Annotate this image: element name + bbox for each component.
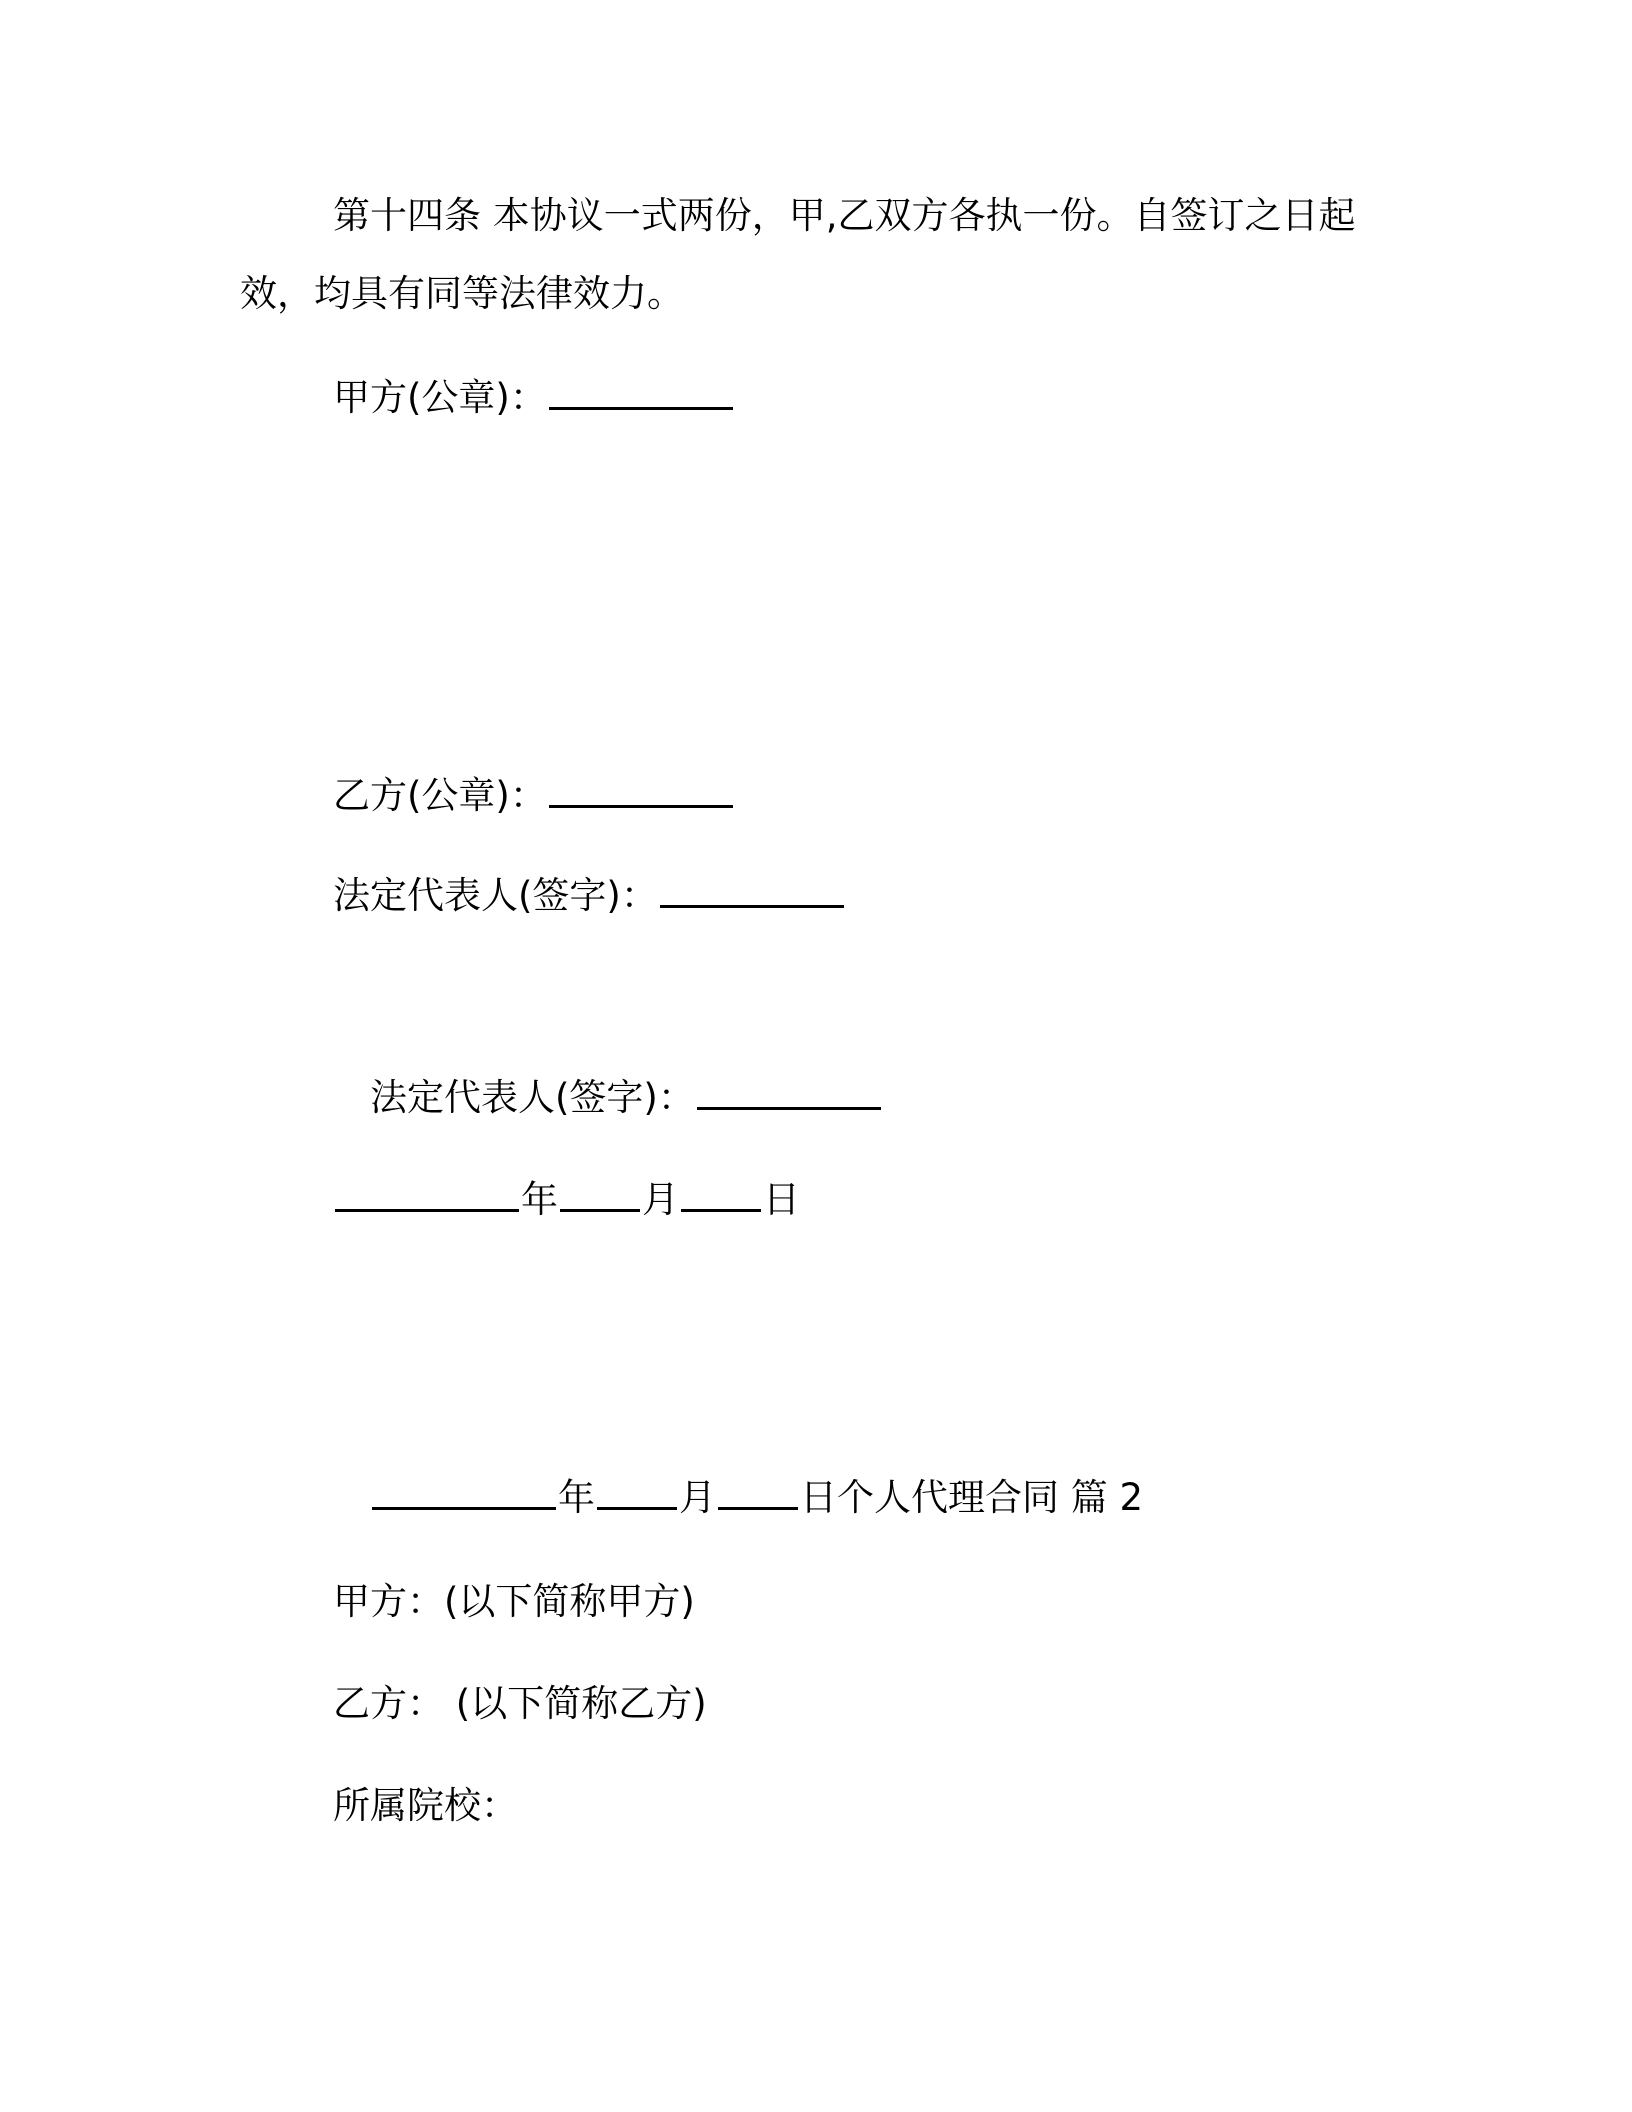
heading-day-blank: [718, 1477, 798, 1510]
legal-rep-blank-1: [660, 875, 844, 908]
party-b-seal-blank: [549, 775, 733, 808]
date-day-blank: [681, 1179, 761, 1212]
article-14-line-1: 第十四条 本协议一式两份，甲,乙双方各执一份。自签订之日起: [333, 194, 1356, 237]
party-a-intro: 甲方：(以下简称甲方): [333, 1580, 695, 1623]
party-a-seal-line: [333, 372, 735, 424]
contract-2-heading: [370, 1472, 1143, 1524]
date-year-blank: [335, 1179, 519, 1212]
party-b-seal-label: 乙方(公章)：: [333, 774, 547, 817]
party-a-seal-label: 甲方(公章)：: [333, 376, 547, 419]
article-14-line-2: 效，均具有同等法律效力。: [240, 272, 684, 315]
legal-rep-label-1: 法定代表人(签字)：: [333, 874, 658, 917]
legal-rep-blank-2: [697, 1077, 881, 1110]
heading-month-blank: [597, 1477, 677, 1510]
date-year-label: 年: [521, 1178, 558, 1221]
legal-rep-line-1: [333, 870, 846, 922]
legal-rep-label-2: 法定代表人(签字)：: [370, 1076, 695, 1119]
party-b-intro: 乙方： (以下简称乙方): [333, 1682, 707, 1725]
date-month-label: 月: [642, 1178, 679, 1221]
heading-day-title: 日个人代理合同 篇 2: [800, 1476, 1144, 1519]
date-month-blank: [560, 1179, 640, 1212]
heading-year-label: 年: [558, 1476, 595, 1519]
legal-rep-line-2: [370, 1072, 883, 1124]
heading-year-blank: [372, 1477, 556, 1510]
heading-month-label: 月: [679, 1476, 716, 1519]
party-b-seal-line: [333, 770, 735, 822]
school-label: 所属院校：: [333, 1784, 518, 1827]
date-day-label: 日: [763, 1178, 800, 1221]
party-a-seal-blank: [549, 377, 733, 410]
date-line: [333, 1174, 800, 1226]
